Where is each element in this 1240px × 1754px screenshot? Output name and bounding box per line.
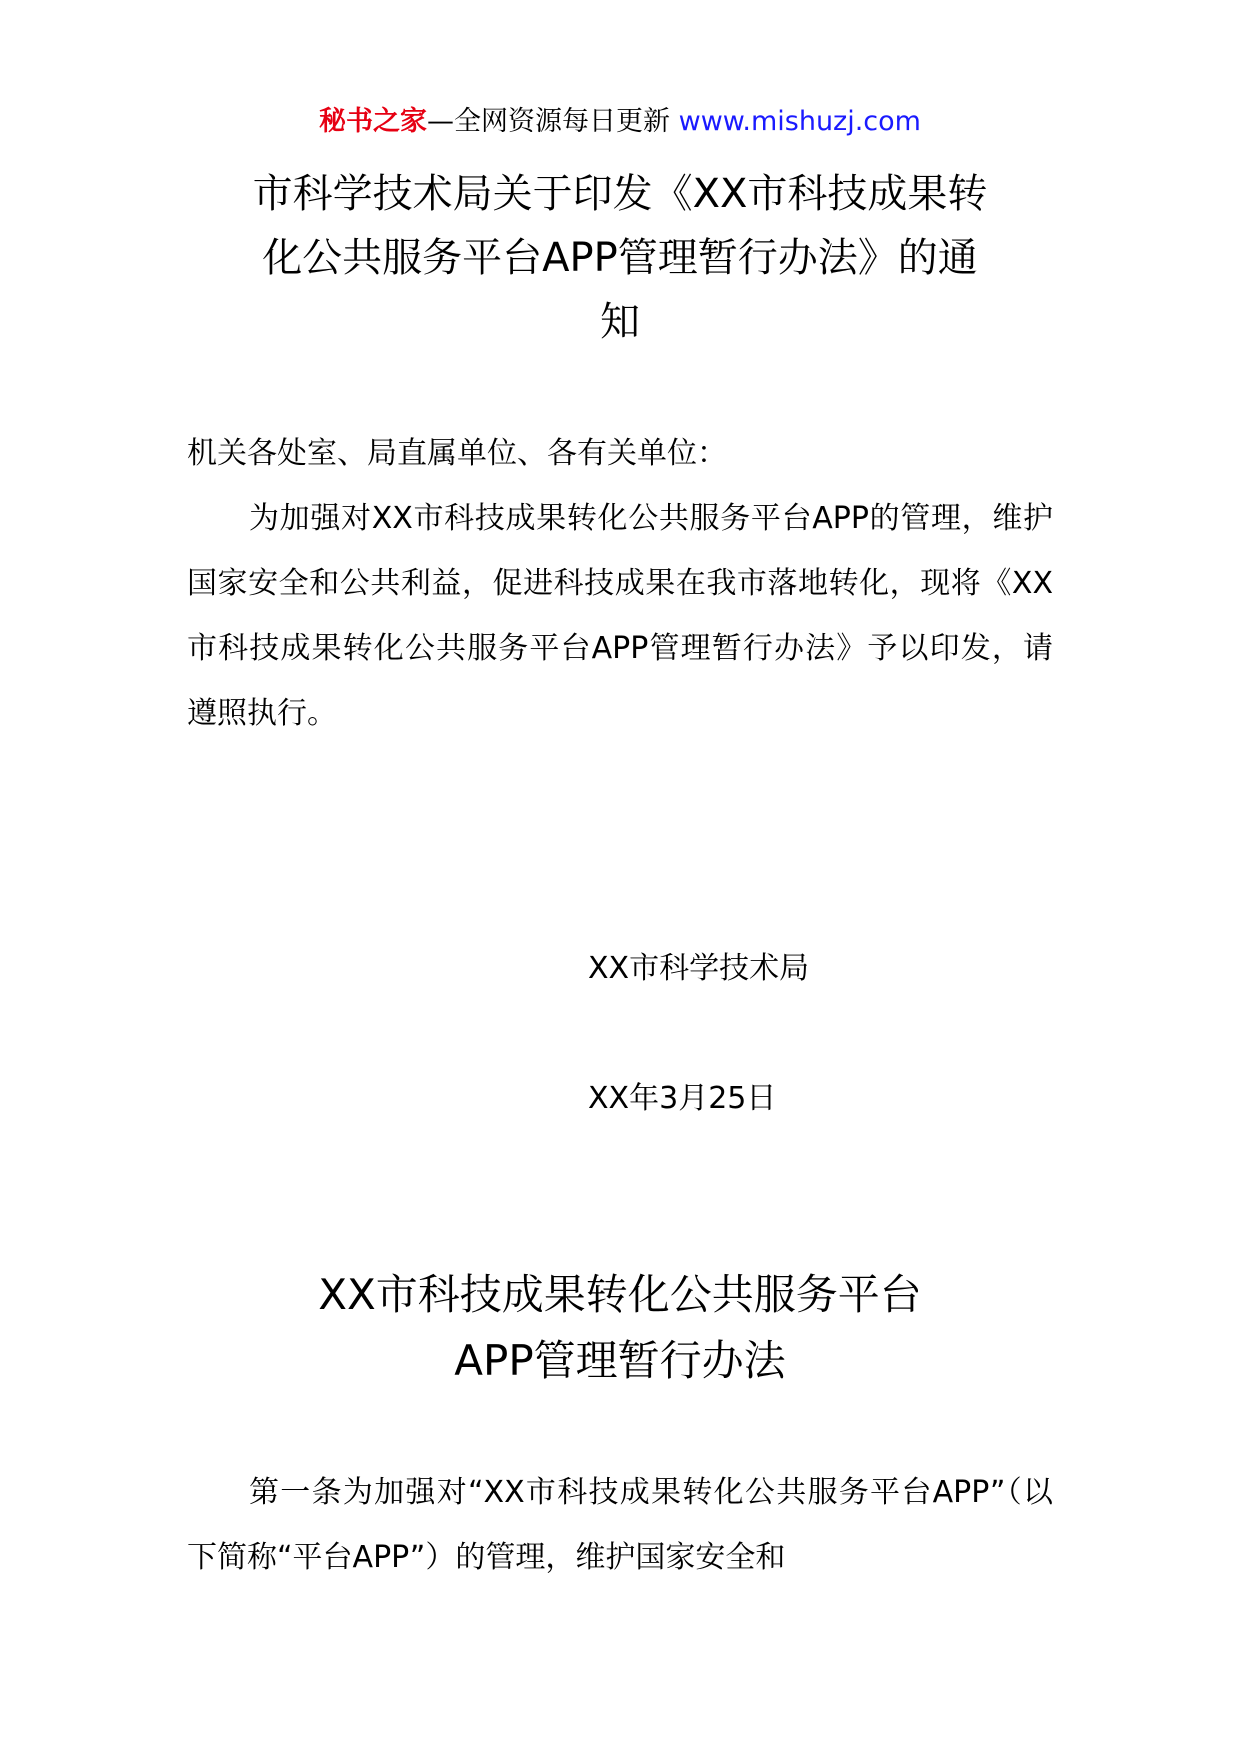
article-1: 第一条为加强对“XX市科技成果转化公共服务平台APP”（以下简称“平台APP”）的管理，维护国家安全和 xyxy=(187,1475,1053,1575)
salutation: 机关各处室、局直属单位、各有关单位： xyxy=(187,436,727,471)
notice-title xyxy=(190,162,1050,354)
measures-title-line: APP管理暂行办法 xyxy=(454,1336,786,1385)
notice-paragraph: 为加强对XX市科技成果转化公共服务平台APP的管理，维护国家安全和公共利益，促进科技成果在我市落地转化，现将《XX市科技成果转化公共服务平台APP管理暂行办法》予以印发，请遵照执行。 xyxy=(187,501,1053,731)
notice-title-line: 化公共服务平台APP管理暂行办法》的通 xyxy=(262,235,978,281)
site-header xyxy=(0,100,1240,144)
notice-title-line: 市科学技术局关于印发《XX市科技成果转 xyxy=(252,171,988,217)
header-slogan: —全网资源每日更新 xyxy=(427,106,671,137)
notice-title-line: 知 xyxy=(600,299,640,345)
signature-org: XX市科学技术局 xyxy=(588,951,810,986)
measures-title xyxy=(190,1262,1050,1394)
brand-name: 秘书之家 xyxy=(319,106,428,137)
site-url-link[interactable]: www.mishuzj.com xyxy=(678,106,921,137)
measures-title-line: XX市科技成果转化公共服务平台 xyxy=(318,1270,922,1319)
signature-date: XX年3月25日 xyxy=(588,1081,777,1116)
